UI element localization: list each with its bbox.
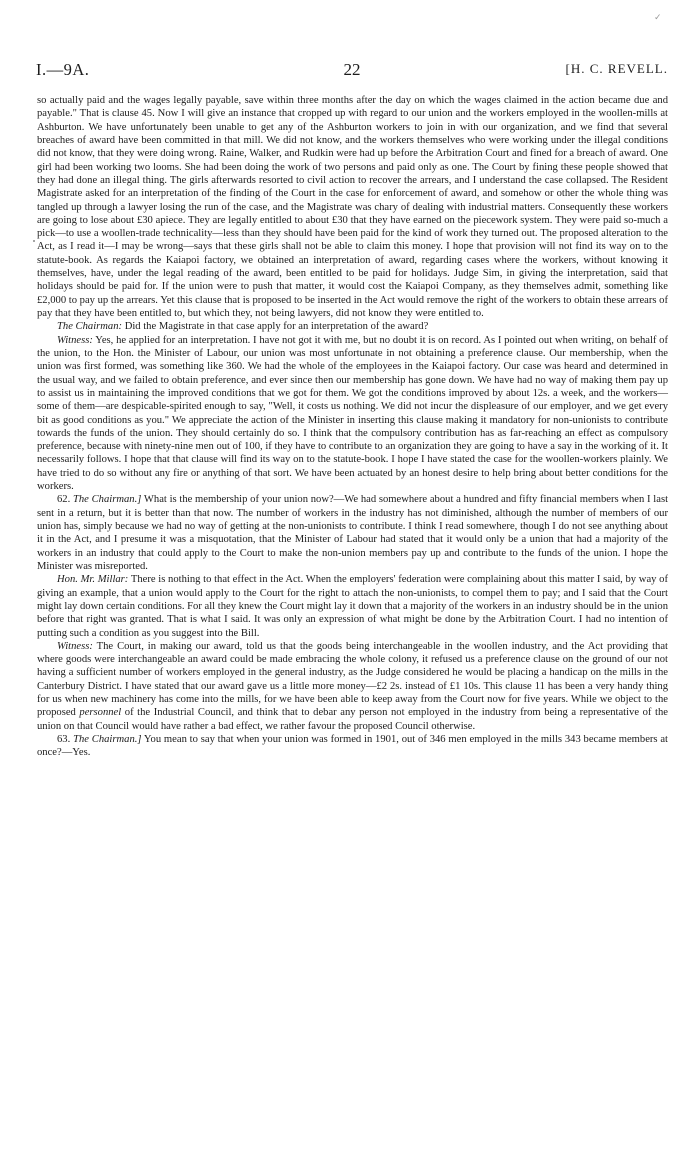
speaker-label: The Chairman: xyxy=(57,321,123,333)
paragraph-question-63 xyxy=(37,733,668,760)
speaker-label: The Chairman.] xyxy=(73,734,142,745)
question-number: 62. xyxy=(57,494,73,506)
paragraph-question-62 xyxy=(37,493,668,573)
speaker-label: Witness: xyxy=(57,334,93,346)
paragraph-continuation xyxy=(37,94,668,320)
page-number: 22 xyxy=(343,60,361,79)
paragraph-text: The Court, in making our award, told us that the goods being interchangeable in the woollen industry, and the Act providing that where goods were interchangeable an award could be made embracing the whole colony, it refused us a preference clause on the ground of our not having a sufficient number of workers employed in the general industry, as the Judge considered he would be placing a handicap on the mills in the Canterbury District. I have stated that our award gave us a little more money—£2 2s. instead of £1 10s. This clause 11 has been a very handy thing for us when new machinery has come into the mills, for we have been able to keep away from the Court now for five years. While we object to the proposed xyxy=(37,640,668,719)
paragraph-text: There is nothing to that effect in the Act. When the employers' federation were complaining about this matter I said, by way of giving an example, that a union would apply to the Court for the right to attach the non-unionists, to compel them to pay; and I said that the Court might lay down certain conditions. For all they knew the Court might lay it down that a majority of the workers in an industry should be in the union before that right was granted. That is what I said. It was only an expression of what might be done by the Arbitration Court. I had no intention of putting such a condition as you suggest into the Bill. xyxy=(37,574,668,639)
corner-mark: ✓ xyxy=(654,12,662,22)
paragraph-chairman-question xyxy=(37,320,668,333)
speaker-label: The Chairman.] xyxy=(72,494,142,506)
speaker-label: Hon. Mr. Millar: xyxy=(57,574,129,586)
paragraph-text: Yes, he applied for an interpretation. I have not got it with me, but no doubt it is on record. As I pointed out when writing, on behalf of the union, to the Hon. the Minister of Labour, our union was most unfortunate in not obtaining a preference clause. Our membership, when the union was first formed, was something like 360. We had the whole of the employees in the Kaiapoi factory. Our case was heard and determined in the usual way, and we failed to obtain preference, and ever since then our membership has gone down. We have had no way of making them pay up to assist us in maintaining the improved conditions that we got for them. We got the conditions improved by about 12s. a week, and the workers—some of them—are despicable-spirited enough to say, "Well, it costs us nothing. We did not incur the displeasure of our employer, and we get every bit as good conditions as you." We appreciate the action of the Minister in inserting this clause making it mandatory for non-unionists to contribute towards the funds of the union. They should certainly do so. I think that the compulsory contribution has as far-reaching an effect as compulsory preference, because with ninety-nine men out of 100, if they have to contribute to an organization they are going to have a say in the working of it. It necessarily follows. I hope that that clause will find its way on to the statute-book. I hope I have stated the case for the woollen-workers plainly. We have tried to do so without any fire or anything of that sort. We have been actuated by an honest desire to help bring about better conditions for the workers. xyxy=(37,334,668,493)
evidence-text xyxy=(37,94,668,760)
paragraph-text-after: of the Industrial Council, and think that to debar any person not employed in the industry from being a representative of the union on that Council would have rather a bad effect, we rather favour the proposed Council otherwise. xyxy=(37,707,668,732)
paragraph-millar xyxy=(37,573,668,640)
witness-name: [H. C. REVELL. xyxy=(565,61,668,76)
speaker-label: Witness: xyxy=(57,640,93,652)
paper-reference: I.—9A. xyxy=(36,60,90,79)
margin-speck xyxy=(33,240,35,242)
paragraph-text: You mean to say that when your union was formed in 1901, out of 346 men employed in the mills 343 became members at once?—Yes. xyxy=(37,734,669,759)
italic-term: personnel xyxy=(79,707,122,719)
question-number: 63. xyxy=(57,734,74,745)
paragraph-witness-court xyxy=(37,640,668,733)
running-header xyxy=(36,60,668,82)
paragraph-text: What is the membership of your union now?—We had somewhere about a hundred and fifty financial members when I last sent in a return, but it is better than that now. The number of workers in the industry has not diminished, although the number of members of our union has, simply because we had no way of getting at the non-unionists to contribute. I think I read somewhere, though I do not see anything about it in the Act, and I presume it was a misquotation, that the Minister of Labour had stated that it would only be a union that had a majority of the workers in an industry that could apply to the Court to make the non-union members pay up and contribute to the funds of the union. I hope the Minister was misreported. xyxy=(37,494,669,572)
paragraph-witness-answer xyxy=(37,334,668,494)
paragraph-text: Did the Magistrate in that case apply for an interpretation of the award? xyxy=(122,321,429,333)
paragraph-text: so actually paid and the wages legally payable, save within three months after the day on which the wages claimed in the action became due and payable." That is clause 45. Now I will give an instance that cropped up with regard to our union and the workers employed in the woollen-mills at Ashburton. We have unfortunately been unable to get any of the Ashburton workers to join in with our organization, and we find that several breaches of award have been committed in that mill. We did not know, and the workers themselves who were working under the illegal conditions did not know, that they were doing wrong. Raine, Walker, and Rudkin were had up before the Arbitration Court and fined for a breach of award. One girl had been working two looms. She had been doing the work of two persons and paid only as one. The Court by fining these people showed that they had done an illegal thing. The girls afterwards resorted to civil action to recover the arrears, and I understand the case collapsed. The Resident Magistrate asked for an interpretation of the finding of the Court in the case for enforcement of award, and somehow or other the whole thing was tangled up through a lawyer losing the run of the case, and the Magistrate was chary of dealing with industrial matters. Consequently these workers are going to lose about £30 apiece. They are legally entitled to about £30 that they have earned on the piecework system. They were paid so-much a pick—to use a woollen-trade technicality—less than they should have been paid for the kind of work they turned out. The proposed alteration to the Act, as I read it—I may be wrong—says that these girls shall not be able to claim this money. I hope that provision will not find its way on to the statute-book. As regards the Kaiapoi factory, we obtained an interpretation of award, regarding cases where the workers, without knowing it themselves, have, under the legal reading of the award, been entitled to be paid for holidays. Judge Sim, in giving the interpretation, said that holidays should be paid for. If the union were to push that matter, it would cost the Kaiapoi Company, as they themselves admit, something like £2,000 to pay up the arrears. Yet this clause that is proposed to be inserted in the Act would remove the right of the workers to obtain these arrears of pay that they have been entitled to, but which they, not being lawyers, did not know they were entitled to. xyxy=(37,95,668,319)
